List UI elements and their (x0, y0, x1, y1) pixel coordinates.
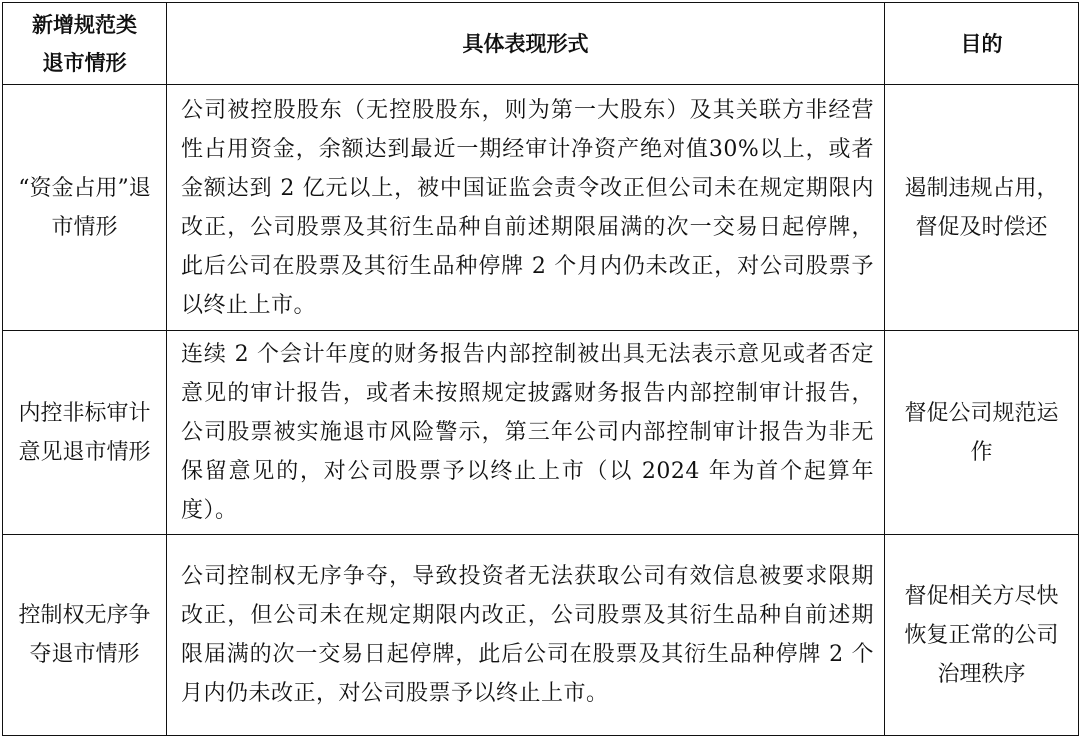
row-description: 公司控制权无序争夺，导致投资者无法获取公司有效信息被要求限期改正，但公司未在规定期限内改正，公司股票及其衍生品种自前述期限届满的次一交易日起停牌，此后公司在股票及其衍生品种停牌 2 个月内仍未改正，对公司股票予以终止上市。 (167, 535, 885, 736)
row-description: 连续 2 个会计年度的财务报告内部控制被出具无法表示意见或者否定意见的审计报告，或者未按照规定披露财务报告内部控制审计报告，公司股票被实施退市风险警示，第三年公司内部控制审计报告为非无保留意见的，对公司股票予以终止上市（以 2024 年为首个起算年度）。 (167, 331, 885, 535)
table-row (3, 85, 1079, 331)
header-row (3, 3, 1079, 85)
row-purpose: 督促公司规范运作 (885, 331, 1079, 535)
row-purpose: 督促相关方尽快恢复正常的公司治理秩序 (885, 535, 1079, 736)
header-category-line1: 新增规范类 (32, 11, 137, 37)
row-description: 公司被控股股东（无控股股东，则为第一大股东）及其关联方非经营性占用资金，余额达到最近一期经审计净资产绝对值30%以上，或者金额达到 2 亿元以上，被中国证监会责令改正但公司未在规定期限内改正，公司股票及其衍生品种自前述期限届满的次一交易日起停牌，此后公司在股票及其衍生品种停牌 2 个月内仍未改正，对公司股票予以终止上市。 (167, 85, 885, 331)
table-row (3, 331, 1079, 535)
header-description: 具体表现形式 (167, 3, 885, 85)
row-category: “资金占用”退市情形 (3, 85, 167, 331)
table-row (3, 535, 1079, 736)
row-category: 内控非标审计意见退市情形 (3, 331, 167, 535)
delisting-table (2, 2, 1079, 736)
header-category-line2: 退市情形 (42, 49, 127, 75)
header-purpose: 目的 (885, 3, 1079, 85)
header-category (3, 3, 167, 85)
row-purpose: 遏制违规占用，督促及时偿还 (885, 85, 1079, 331)
row-category: 控制权无序争夺退市情形 (3, 535, 167, 736)
